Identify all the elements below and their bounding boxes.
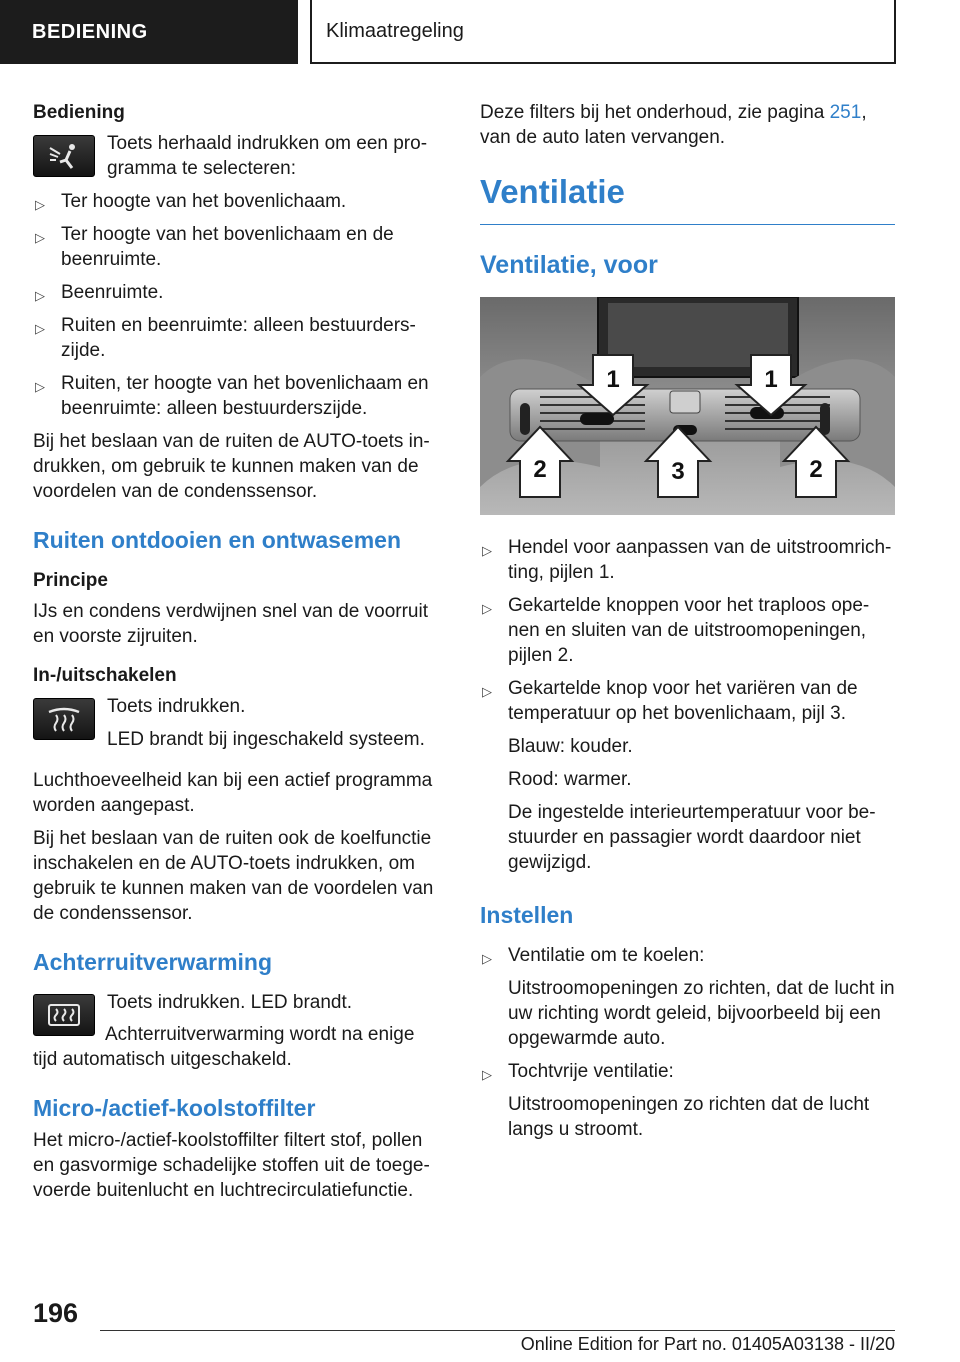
list-item: ▷ Ter hoogte van het bovenlichaam en de beenruimte. <box>35 224 394 270</box>
list-item: ▷ Gekartelde knop voor het variëren van de temperatuur op het bovenlichaam, pijl 3. <box>482 678 858 724</box>
switch-line1: Toets indrukken. <box>107 696 246 717</box>
sub-text: Blauw: kouder. <box>508 736 633 757</box>
photo-label-3: 3 <box>671 458 685 485</box>
list-item: ▷ Ventilatie om te koelen: <box>480 943 895 968</box>
ontdooien-heading: Ruiten ontdooien en ontwasemen <box>33 527 402 553</box>
triangle-bullet-icon: ▷ <box>482 1067 492 1082</box>
sub-text: De ingestelde interieurtemperatuur voor be-stuurder en passagier wordt daardoor niet gewijzigd. <box>508 802 876 873</box>
list-item: ▷ Hendel voor aanpassen van de uitstroomrich-ting, pijlen 1. <box>482 537 892 583</box>
instellen-list <box>480 943 895 968</box>
left-column <box>33 100 435 1211</box>
sub-text: Uitstroomopeningen zo richten, dat de lucht in uw richting wordt geleid, bijvoorbeeld bij een opgewarmde auto. <box>508 978 895 1049</box>
rear-window-heating-icon <box>33 994 95 1036</box>
program-list <box>33 189 435 421</box>
defrost-icon-row <box>33 694 435 760</box>
vent-parts-list <box>480 535 895 726</box>
photo-label-2a: 2 <box>533 456 547 483</box>
filter-heading: Micro-/actief-koolstoffilter <box>33 1095 316 1121</box>
list-item: ▷ Ruiten en beenruimte: alleen bestuurders-zijde. <box>35 315 416 361</box>
list-item: ▷ Gekartelde knoppen voor het traploos ope-nen en sluiten van de uitstroomopeningen, pijlen 2. <box>482 595 870 666</box>
achterruit-line1: Toets indrukken. LED brandt. <box>107 992 353 1013</box>
list-item: ▷ Ruiten, ter hoogte van het bovenlichaam en beenruimte: alleen bestuurderszijde. <box>35 373 429 419</box>
triangle-bullet-icon: ▷ <box>35 197 45 212</box>
page-number: 196 <box>33 1298 79 1328</box>
switch-text <box>107 694 435 760</box>
bediening-icon-row <box>33 131 435 181</box>
page-link[interactable]: 251 <box>829 102 862 123</box>
list-item: ▷ Ter hoogte van het bovenlichaam. <box>33 189 435 214</box>
page-header <box>0 0 960 66</box>
ontdooien-para1: Luchthoeveelheid kan bij een actief programma worden aangepast. <box>33 770 433 816</box>
dashboard-vents-photo <box>480 297 895 515</box>
right-column <box>480 100 895 1150</box>
triangle-bullet-icon: ▷ <box>482 951 492 966</box>
edition-text: Online Edition for Part no. 01405A03138 - II/20 <box>520 1334 895 1354</box>
bediening-after: Bij het beslaan van de ruiten de AUTO-toets in-drukken, om gebruik te kunnen maken van de voordelen van de condenssensor. <box>33 431 430 502</box>
instellen-heading: Instellen <box>480 902 574 928</box>
triangle-bullet-icon: ▷ <box>482 684 492 699</box>
ontdooien-para2: Bij het beslaan van de ruiten ook de koelfunctie inschakelen en de AUTO-toets indrukken, om gebruik te kunnen maken van de voordelen van de condenssensor. <box>33 828 434 924</box>
triangle-bullet-icon: ▷ <box>35 321 45 336</box>
windshield-defrost-icon <box>33 698 95 740</box>
triangle-bullet-icon: ▷ <box>35 379 45 394</box>
triangle-bullet-icon: ▷ <box>482 601 492 616</box>
principe-heading: Principe <box>33 570 108 591</box>
bediening-heading: Bediening <box>33 102 125 123</box>
sub-text: Rood: warmer. <box>508 769 632 790</box>
triangle-bullet-icon: ▷ <box>482 543 492 558</box>
photo-label-1a: 1 <box>606 366 620 393</box>
photo-label-1b: 1 <box>764 366 778 393</box>
instellen-list <box>480 1059 895 1084</box>
footer-divider <box>100 1330 895 1331</box>
list-item: ▷ Tochtvrije ventilatie: <box>480 1059 895 1084</box>
ventilatie-voor-heading: Ventilatie, voor <box>480 251 658 279</box>
chapter-title: Klimaatregeling <box>310 0 896 64</box>
triangle-bullet-icon: ▷ <box>35 230 45 245</box>
achterruit-line2: Achterruitverwarming wordt na enige tijd automatisch uitgeschakeld. <box>33 1024 415 1070</box>
switch-line2: LED brandt bij ingeschakeld systeem. <box>107 729 425 750</box>
principe-text: IJs en condens verdwijnen snel van de voorruit en voorste zijruiten. <box>33 601 429 647</box>
achterruit-heading: Achterruitverwarming <box>33 949 273 975</box>
filter-text: Het micro-/actief-koolstoffilter filtert stof, pollen en gasvormige schadelijke stoffen uit de toege-voerde buitenlucht en luchtrecirculatiefunctie. <box>33 1130 430 1201</box>
filter-replace-text: Deze filters bij het onderhoud, zie pagina 251, van de auto laten vervangen. <box>480 102 867 148</box>
bediening-intro: Toets herhaald indrukken om een pro-gramma te selecteren: <box>107 133 428 179</box>
ventilatie-heading: Ventilatie <box>480 172 895 225</box>
triangle-bullet-icon: ▷ <box>35 288 45 303</box>
switch-heading: In-/uitschakelen <box>33 665 177 686</box>
section-title: BEDIENING <box>0 0 298 64</box>
photo-label-2b: 2 <box>809 456 823 483</box>
list-item: ▷ Beenruimte. <box>33 280 435 305</box>
air-distribution-icon <box>33 135 95 177</box>
sub-text: Uitstroomopeningen zo richten dat de lucht langs u stroomt. <box>508 1094 870 1140</box>
